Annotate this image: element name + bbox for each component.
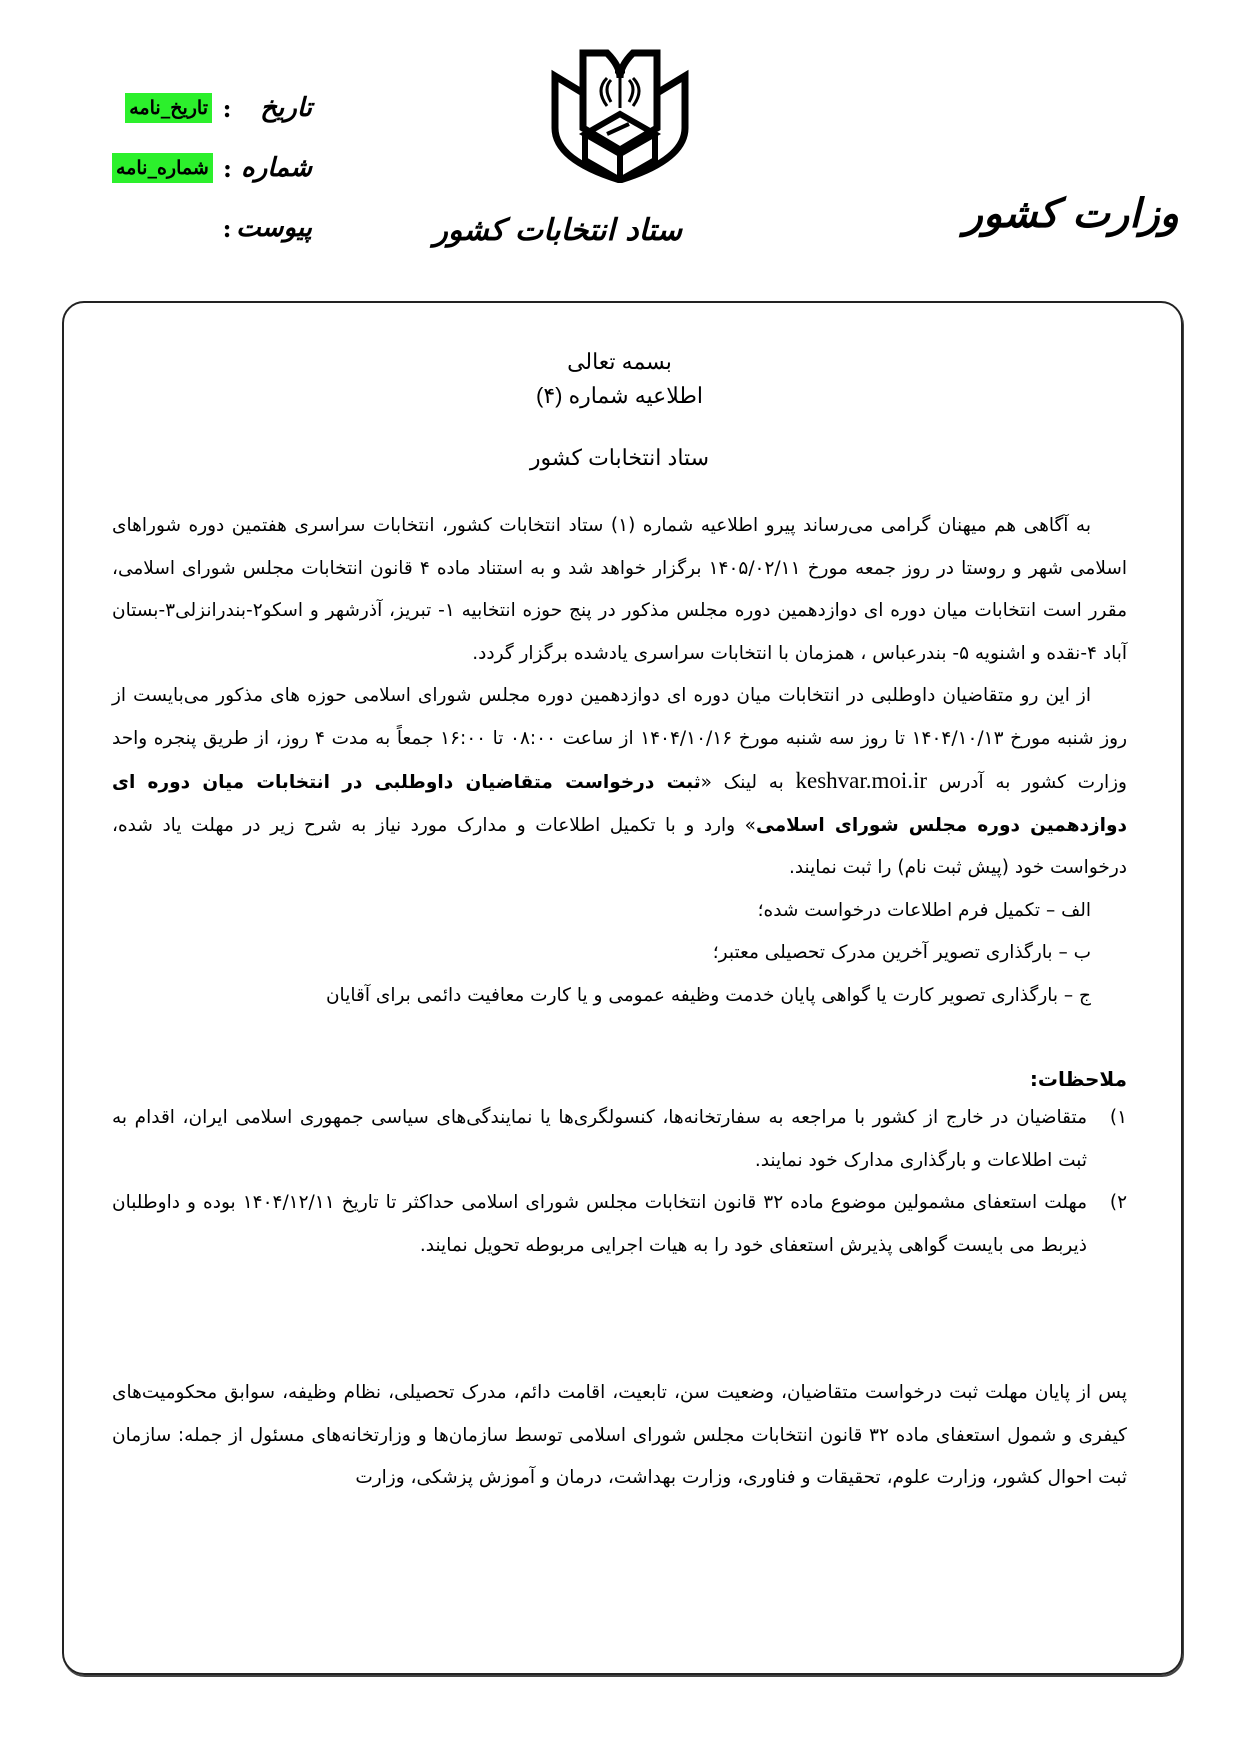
- requirement-item: ج – بارگذاری تصویر کارت یا گواهی پایان خدمت وظیفه عمومی و یا کارت معافیت دائمی برای آقایان: [325, 984, 1091, 1006]
- registration-text-1: از این رو متقاضیان داوطلبی در انتخابات میان دوره ای دوازدهمین دوره مجلس شورای اسلامی حوزه های مذکور می‌بایست از روز شنبه مورخ ۱۴۰۴/۱۰/۱۳ تا روز سه شنبه مورخ ۱۴۰۴/۱۰/۱۶ از ساعت ۰۸:۰۰ تا ۱۶:۰۰ جمعاً به مدت ۴ روز، از طریق پنجره واحد وزارت کشور به آدرس: [112, 685, 1128, 793]
- note-text: مهلت استعفای مشمولین موضوع ماده ۳۲ قانون انتخابات مجلس شورای اسلامی حداکثر تا تاریخ ۱۴۰۴/۱۲/۱۱ بوده و داوطلبان ذیربط می بایست گواهی پذیرش استعفای خود را به هیات اجرایی مربوطه تحویل نمایند.: [112, 1192, 1087, 1256]
- number-value-field[interactable]: شماره_نامه: [112, 153, 213, 183]
- registration-link-title[interactable]: ثبت درخواست متقاضیان داوطلبی در انتخابات میان دوره ای دوازدهمین دوره مجلس شورای اسلامی: [112, 772, 1127, 836]
- website-link[interactable]: keshvar.moi.ir: [795, 768, 928, 793]
- letter-metadata: [112, 78, 312, 258]
- number-colon: :: [222, 153, 232, 183]
- date-label: تاریخ: [260, 93, 312, 123]
- note-number: ۱): [1109, 1107, 1127, 1128]
- paragraph-intro: به آگاهی هم میهنان گرامی می‌رساند پیرو اطلاعیه شماره (۱) ستاد انتخابات کشور، انتخابات سراسری هفتمین دوره شوراهای اسلامی شهر و روستا در روز جمعه مورخ ۱۴۰۵/۰۲/۱۱ برگزار خواهد شد و به استناد ماده ۴ قانون انتخابات مجلس شورای اسلامی، مقرر است انتخابات میان دوره ای دوازدهمین دوره مجلس مذکور در پنج حوزه انتخابیه ۱- تبریز، آذرشهر و اسکو۲-بندرانزلی۳-بستان آباد ۴-نقده و اشنویه ۵- بندرعباس ، همزمان با انتخابات سراسری یادشده برگزار گردد.: [112, 515, 1127, 664]
- note-number: ۲): [1109, 1192, 1127, 1213]
- registration-text-3: » وارد و با تکمیل اطلاعات و مدارک مورد نیاز به شرح زیر در مهلت یاد شده، درخواست خود (پیش ثبت نام) را ثبت نمایند.: [112, 814, 1127, 878]
- ministry-name: وزارت کشور: [963, 190, 1179, 237]
- announcement-title: اطلاعیه شماره (۴): [535, 383, 704, 408]
- attachment-colon: :: [222, 213, 232, 243]
- invocation: بسمه تعالی: [567, 349, 672, 374]
- date-value-field[interactable]: تاریخ_نامه: [125, 93, 212, 123]
- attachment-label: پیوست: [236, 213, 312, 243]
- notes-list: [112, 1097, 1127, 1267]
- notes-title: ملاحظات:: [1029, 1067, 1127, 1091]
- paragraph-closing: پس از پایان مهلت ثبت درخواست متقاضیان، وضعیت سن، تابعیت، اقامت دائم، مدرک تحصیلی، نظام وظیفه، سوابق محکومیت‌های کیفری و شمول استعفای ماده ۳۲ قانون انتخابات مجلس شورای اسلامی توسط سازمان‌ها و وزارتخانه‌های مسئول از جمله: سازمان ثبت احوال کشور، وزارت علوم، تحقیقات و فناوری، وزارت بهداشت، درمان و آموزش پزشکی، وزارت: [112, 1382, 1127, 1488]
- note-item: [112, 1182, 1127, 1267]
- note-item: [112, 1097, 1127, 1182]
- registration-text-2: به لینک «: [700, 772, 796, 793]
- date-colon: :: [222, 93, 232, 123]
- paragraph-registration: [112, 675, 1127, 890]
- requirement-item: الف – تکمیل فرم اطلاعات درخواست شده؛: [757, 899, 1091, 921]
- date-row: [112, 78, 312, 138]
- organization-name: ستاد انتخابات کشور: [529, 445, 710, 470]
- election-emblem-icon: [545, 48, 695, 183]
- emblem-caption: ستاد انتخابات کشور: [433, 213, 682, 248]
- attachment-row: [112, 198, 312, 258]
- number-row: [112, 138, 312, 198]
- requirements-list: [112, 890, 1127, 1018]
- number-label: شماره: [241, 153, 312, 183]
- note-text: متقاضیان در خارج از کشور با مراجعه به سفارتخانه‌ها، کنسولگری‌ها یا نمایندگی‌های سیاسی جمهوری اسلامی ایران، اقدام به ثبت اطلاعات و بارگذاری مدارک خود نمایند.: [112, 1107, 1087, 1171]
- letter-body: [112, 345, 1127, 1500]
- emblem-block: [433, 48, 700, 248]
- requirement-item: ب – بارگذاری تصویر آخرین مدرک تحصیلی معتبر؛: [712, 942, 1091, 963]
